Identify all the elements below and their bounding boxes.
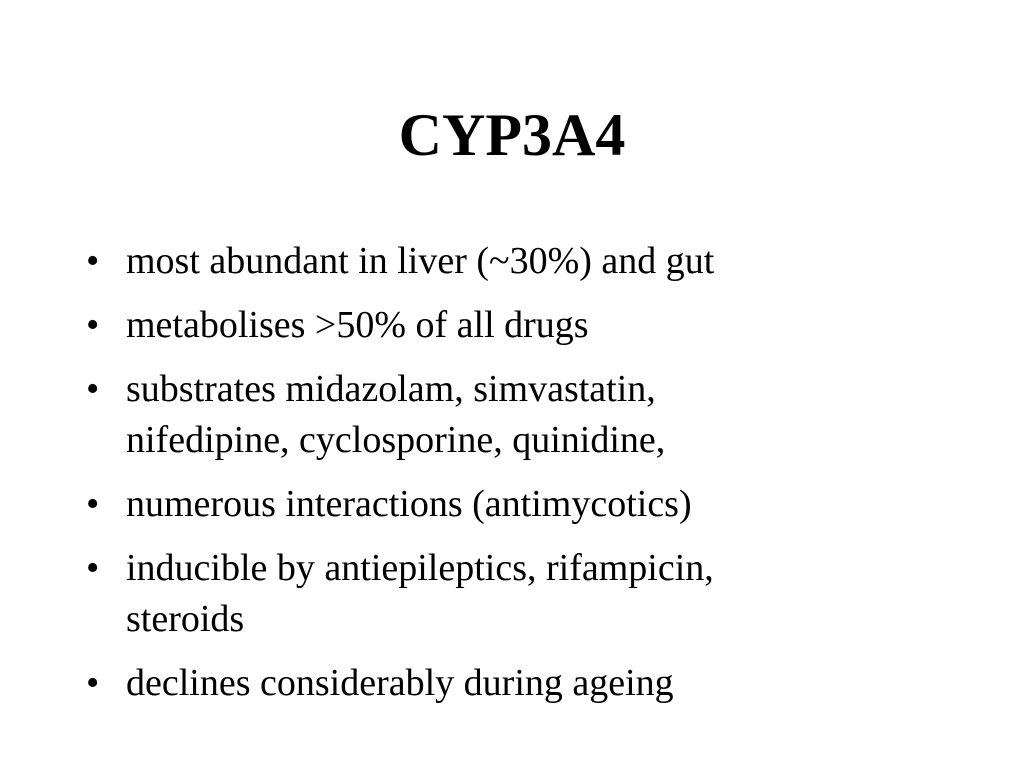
bullet-text-continuation: steroids [126, 598, 245, 640]
bullet-item [86, 236, 986, 287]
bullet-icon: • [86, 368, 100, 410]
bullet-icon: • [86, 483, 100, 525]
bullet-text: numerous interactions (antimycotics) [126, 483, 692, 525]
bullet-text: metabolises >50% of all drugs [126, 304, 589, 346]
bullet-item [86, 479, 986, 530]
bullet-text: most abundant in liver (~30%) and gut [126, 240, 715, 282]
bullet-list [86, 236, 986, 722]
bullet-item [86, 543, 986, 645]
bullet-item [86, 364, 986, 466]
bullet-item [86, 300, 986, 351]
bullet-text: declines considerably during ageing [126, 662, 674, 704]
bullet-item [86, 658, 986, 709]
bullet-text: substrates midazolam, simvastatin, [126, 368, 656, 410]
bullet-icon: • [86, 304, 100, 346]
bullet-text: inducible by antiepileptics, rifampicin, [126, 547, 714, 589]
bullet-text-continuation: nifedipine, cyclosporine, quinidine, [126, 419, 666, 461]
slide-title: CYP3A4 [398, 102, 626, 168]
bullet-icon: • [86, 547, 100, 589]
bullet-icon: • [86, 240, 100, 282]
bullet-icon: • [86, 662, 100, 704]
